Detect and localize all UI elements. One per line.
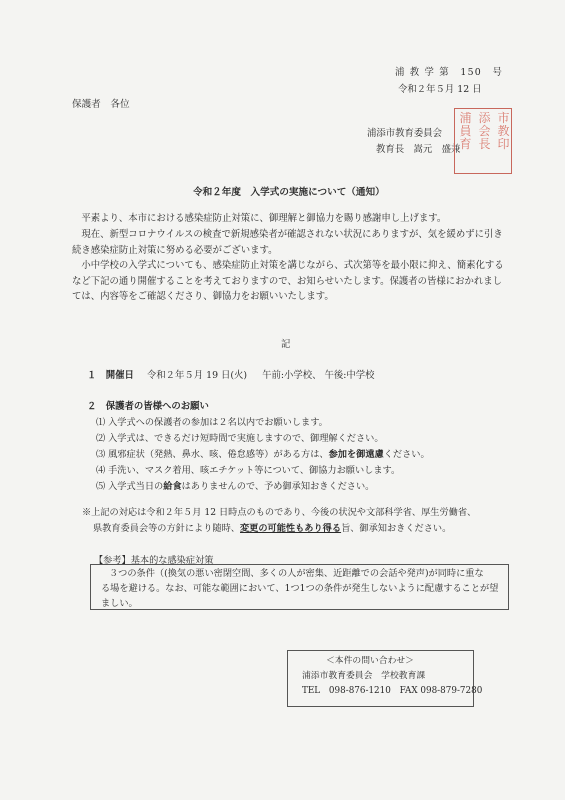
seal-char: 添	[478, 111, 491, 125]
reference-line: ３つの条件（(換気の悪い密閉空間、多くの人が密集、近距離での会話や発声)が同時に重な	[109, 568, 484, 579]
request-text: ください。	[383, 449, 430, 460]
paragraph-text: 続き感染症防止対策に努める必要がございます。	[72, 244, 278, 256]
paragraph-text: 平素より、本市における感染症防止対策に、御理解と御協力を賜り感謝申し上げます。	[81, 213, 447, 224]
reference-line: る場を避ける。なお、可能な範囲において、1つ1つの条件が発生しないように配慮することが望	[101, 583, 499, 594]
paragraph-3	[72, 258, 512, 305]
contact-heading: ＜本件の問い合わせ＞	[326, 656, 414, 666]
paragraph-text: 小中学校の入学式についても、感染症防止対策を講じながら、式次第等を最小限に抑え、簡素化する	[81, 260, 504, 271]
seal-char: 浦	[459, 111, 472, 125]
reference-label: 【参考】基本的な感染症対策	[94, 555, 214, 566]
event-date: 令和２年５月 19 日(火)	[146, 370, 248, 381]
request-emphasis: 給食	[163, 481, 182, 492]
official-seal	[454, 108, 512, 174]
request-item: ⑵ 入学式は、できるだけ短時間で実施しますので、御理解ください。	[96, 433, 384, 444]
sender-person: 教育長 嵩元 盛兼	[376, 144, 461, 155]
seal-char: 教	[497, 124, 510, 138]
document-date: 令和２年５月 12 日	[398, 84, 482, 95]
request-emphasis: 参加を御遠慮	[328, 449, 384, 460]
paragraph-2	[72, 227, 512, 258]
paragraph-text: 現在、新型コロナウイルスの検査で新規感染者が確認されない状況にありますが、気を緩めずに引き	[81, 229, 503, 240]
reference-box	[90, 564, 509, 610]
reference-line: ましい。	[101, 598, 138, 609]
seal-char: 長	[478, 137, 491, 151]
sender-organization: 浦添市教育委員会	[367, 128, 443, 139]
request-item: ⑷ 手洗い、マスク着用、咳エチケット等について、御協力お願いします。	[96, 465, 401, 476]
note-text: 県教育委員会等の方針により随時、	[93, 523, 240, 534]
paragraph-text: など下記の通り開催することを考えておりますので、お知らせいたします。保護者の皆様におかれまし	[72, 275, 503, 287]
section-event-date	[87, 367, 375, 381]
request-text: ⑶ 風邪症状（発熱、鼻水、咳、倦怠感等）がある方は、	[96, 449, 329, 460]
seal-char: 印	[497, 137, 510, 151]
note-line	[82, 521, 512, 537]
ki-heading: 記	[281, 339, 291, 350]
request-item: ⑴ 入学式への保護者の参加は２名以内でお願いします。	[96, 417, 328, 428]
note-text: 旨、御承知おきください。	[341, 523, 452, 534]
event-detail: 午前:小学校、 午後:中学校	[262, 370, 375, 381]
contact-box	[287, 650, 483, 707]
seal-char: 市	[497, 111, 510, 125]
note	[82, 505, 512, 537]
seal-char: 員	[459, 124, 472, 138]
note-emphasis: 変更の可能性もあり得る	[240, 523, 342, 534]
seal-column	[459, 112, 472, 151]
document-number: 浦 教 学 第 150 号	[395, 67, 504, 78]
note-line: ※上記の対応は令和２年５月 12 日時点のものであり、今後の状況や文部科学省、厚生労働省、	[82, 507, 477, 518]
seal-column	[478, 112, 491, 151]
notice-title: 令和２年度 入学式の実施について（通知）	[193, 187, 385, 198]
paragraph-text: ては、内容等をご確認くださり、御協力をお願いいたします。	[72, 291, 334, 303]
seal-char: 育	[459, 137, 472, 151]
recipient: 保護者 各位	[72, 99, 130, 110]
seal-column	[497, 112, 510, 151]
section-requests-label: ２ 保護者の皆様へのお願い	[87, 401, 209, 412]
section-label: １ 開催日	[87, 370, 134, 381]
request-text: はありませんので、予め御承知おきください。	[181, 481, 375, 492]
request-item	[96, 446, 430, 460]
request-item	[96, 478, 374, 492]
request-text: ⑸ 入学式当日の	[96, 481, 164, 492]
paragraph-1	[72, 211, 512, 227]
contact-department: 浦添市教育委員会 学校教育課	[302, 671, 426, 681]
seal-char: 会	[478, 124, 491, 138]
contact-phone: TEL 098-876-1210 FAX 098-879-7280	[302, 686, 483, 696]
